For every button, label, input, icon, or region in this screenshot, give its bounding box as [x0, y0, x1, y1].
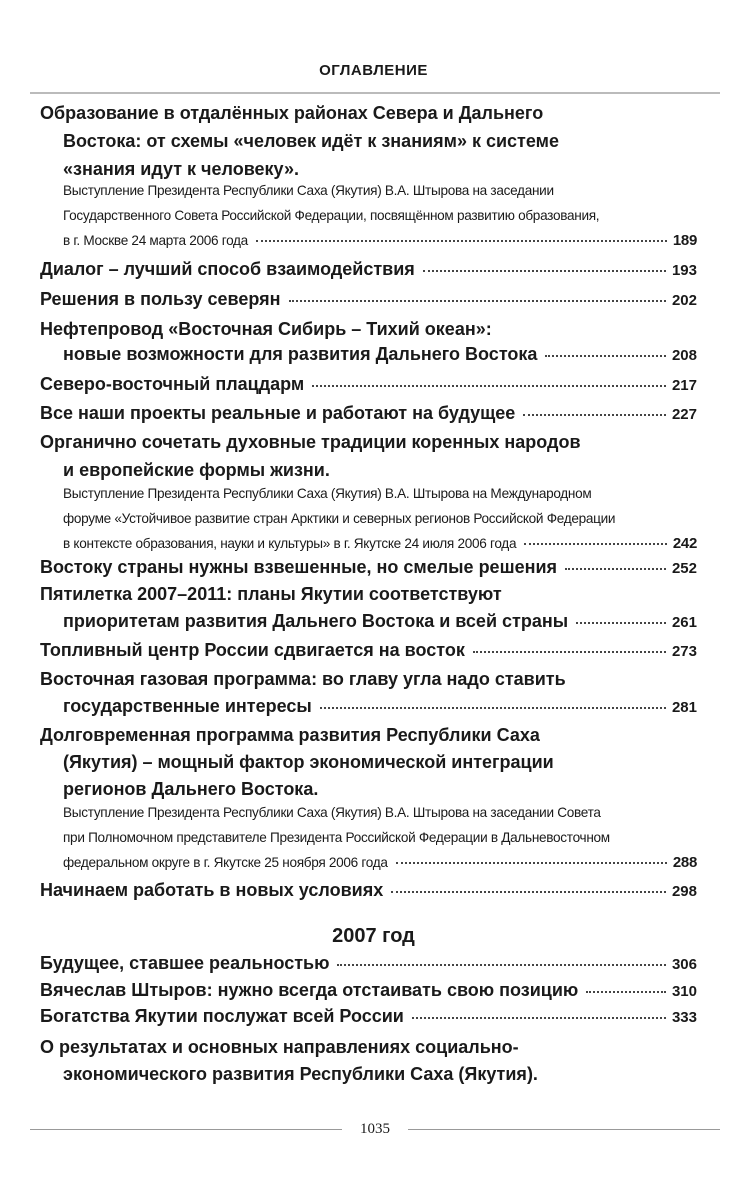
dot-leader	[337, 964, 666, 966]
toc-entry[interactable]	[40, 403, 697, 424]
toc-entry[interactable]	[40, 953, 697, 974]
dot-leader	[523, 414, 666, 416]
page-number: 261	[671, 614, 697, 631]
toc-entry-title: Восточная газовая программа: во главу угла надо ставить	[40, 669, 566, 689]
page-header: ОГЛАВЛЕНИЕ	[319, 62, 428, 79]
dot-leader	[565, 568, 666, 570]
toc-entry-title: Нефтепровод «Восточная Сибирь – Тихий океан»:	[40, 319, 492, 339]
page-number: 202	[671, 292, 697, 309]
dot-leader	[396, 862, 667, 864]
toc-entry-title: новые возможности для развития Дальнего Востока	[63, 344, 538, 364]
toc-entry-title: Вячеслав Штыров: нужно всегда отстаивать свою позицию	[40, 980, 579, 1000]
page-number: 281	[671, 699, 697, 716]
toc-entry-title: О результатах и основных направлениях социально-	[40, 1037, 519, 1057]
section-heading-2007: 2007 год	[332, 925, 415, 947]
toc-entry[interactable]	[40, 640, 697, 661]
page-number: 252	[671, 560, 697, 577]
toc-entry-title: и европейские формы жизни.	[63, 460, 330, 480]
dot-leader	[320, 707, 666, 709]
toc-entry-title: государственные интересы	[63, 696, 312, 716]
toc-entry-title: экономического развития Республики Саха (Якутия).	[63, 1064, 538, 1084]
toc-entry-title: Решения в пользу северян	[40, 289, 281, 309]
page-number: 333	[671, 1009, 697, 1026]
page-number: 298	[671, 883, 697, 900]
toc-entry-title: Диалог – лучший способ взаимодействия	[40, 259, 415, 279]
toc-entry-title: Начинаем работать в новых условиях	[40, 880, 384, 900]
toc-entry[interactable]	[63, 535, 697, 552]
toc-entry[interactable]	[63, 344, 697, 365]
toc-entry-subtitle: Государственного Совета Российской Федерации, посвящённом развитию образования,	[63, 208, 600, 223]
toc-entry-title: Органично сочетать духовные традиции коренных народов	[40, 432, 581, 452]
toc-entry-title: Долговременная программа развития Республики Саха	[40, 725, 540, 745]
toc-entry-subtitle: Выступление Президента Республики Саха (Якутия) В.А. Штырова на заседании Совета	[63, 805, 601, 820]
toc-entry[interactable]	[63, 854, 697, 871]
page-number: 217	[671, 377, 697, 394]
toc-entry-title: Северо-восточный плацдарм	[40, 374, 305, 394]
dot-leader	[391, 891, 666, 893]
toc-entry-subtitle: при Полномочном представителе Президента Российской Федерации в Дальневосточном	[63, 830, 610, 845]
toc-entry[interactable]	[63, 611, 697, 632]
toc-entry-title: (Якутия) – мощный фактор экономической интеграции	[63, 752, 554, 772]
toc-entry[interactable]	[40, 980, 697, 1001]
toc-entry[interactable]	[63, 232, 697, 249]
toc-entry-subtitle: форуме «Устойчивое развитие стран Арктики и северных регионов Российской Федерации	[63, 511, 616, 526]
toc-entry[interactable]	[40, 880, 697, 901]
toc-entry[interactable]	[40, 374, 697, 395]
footer-rule	[408, 1129, 720, 1130]
toc-entry-subtitle: федеральном округе в г. Якутске 25 ноября 2006 года	[63, 855, 388, 870]
toc-entry-subtitle: в контексте образования, науки и культуры» в г. Якутске 24 июля 2006 года	[63, 536, 517, 551]
toc-entry-title: Образование в отдалённых районах Севера и Дальнего	[40, 103, 544, 123]
dot-leader	[576, 622, 666, 624]
dot-leader	[524, 543, 667, 545]
toc-entry-subtitle: Выступление Президента Республики Саха (Якутия) В.А. Штырова на заседании	[63, 183, 554, 198]
toc-entry[interactable]	[63, 696, 697, 717]
dot-leader	[473, 651, 666, 653]
toc-entry-title: Топливный центр России сдвигается на восток	[40, 640, 465, 660]
page-number: 208	[671, 347, 697, 364]
page-number: 193	[671, 262, 697, 279]
toc-entry-title: приоритетам развития Дальнего Востока и всей страны	[63, 611, 569, 631]
page-footer	[30, 1121, 720, 1138]
page-number: 273	[671, 643, 697, 660]
page-number: 242	[672, 535, 697, 552]
toc-entry[interactable]	[40, 557, 697, 578]
dot-leader	[256, 240, 667, 242]
dot-leader	[586, 991, 666, 993]
dot-leader	[312, 385, 666, 387]
dot-leader	[545, 355, 666, 357]
toc-entry-title: Пятилетка 2007–2011: планы Якутии соответствуют	[40, 584, 502, 604]
page-number: 227	[671, 406, 697, 423]
toc-entry[interactable]	[40, 289, 697, 310]
page-number: 288	[672, 854, 697, 871]
toc-entry-subtitle: Выступление Президента Республики Саха (Якутия) В.А. Штырова на Международном	[63, 486, 592, 501]
toc-entry-title: Востока: от схемы «человек идёт к знаниям» к системе	[63, 131, 559, 151]
toc-entry-subtitle: в г. Москве 24 марта 2006 года	[63, 233, 248, 248]
toc-entry[interactable]	[40, 1006, 697, 1027]
header-rule	[30, 92, 720, 94]
dot-leader	[289, 300, 666, 302]
toc-entry-title: Будущее, ставшее реальностью	[40, 953, 330, 973]
page-number: 306	[671, 956, 697, 973]
dot-leader	[412, 1017, 666, 1019]
toc-entry-title: Богатства Якутии послужат всей России	[40, 1006, 404, 1026]
footer-rule	[30, 1129, 342, 1130]
page-number: 189	[672, 232, 697, 249]
toc-entry-title: Все наши проекты реальные и работают на будущее	[40, 403, 516, 423]
dot-leader	[423, 270, 666, 272]
toc-entry-title: «знания идут к человеку».	[63, 159, 300, 179]
toc-entry-title: регионов Дальнего Востока.	[63, 779, 319, 799]
toc-entry-title: Востоку страны нужны взвешенные, но смелые решения	[40, 557, 558, 577]
footer-page-number: 1035	[360, 1121, 390, 1137]
toc-entry[interactable]	[40, 259, 697, 280]
page-number: 310	[671, 983, 697, 1000]
